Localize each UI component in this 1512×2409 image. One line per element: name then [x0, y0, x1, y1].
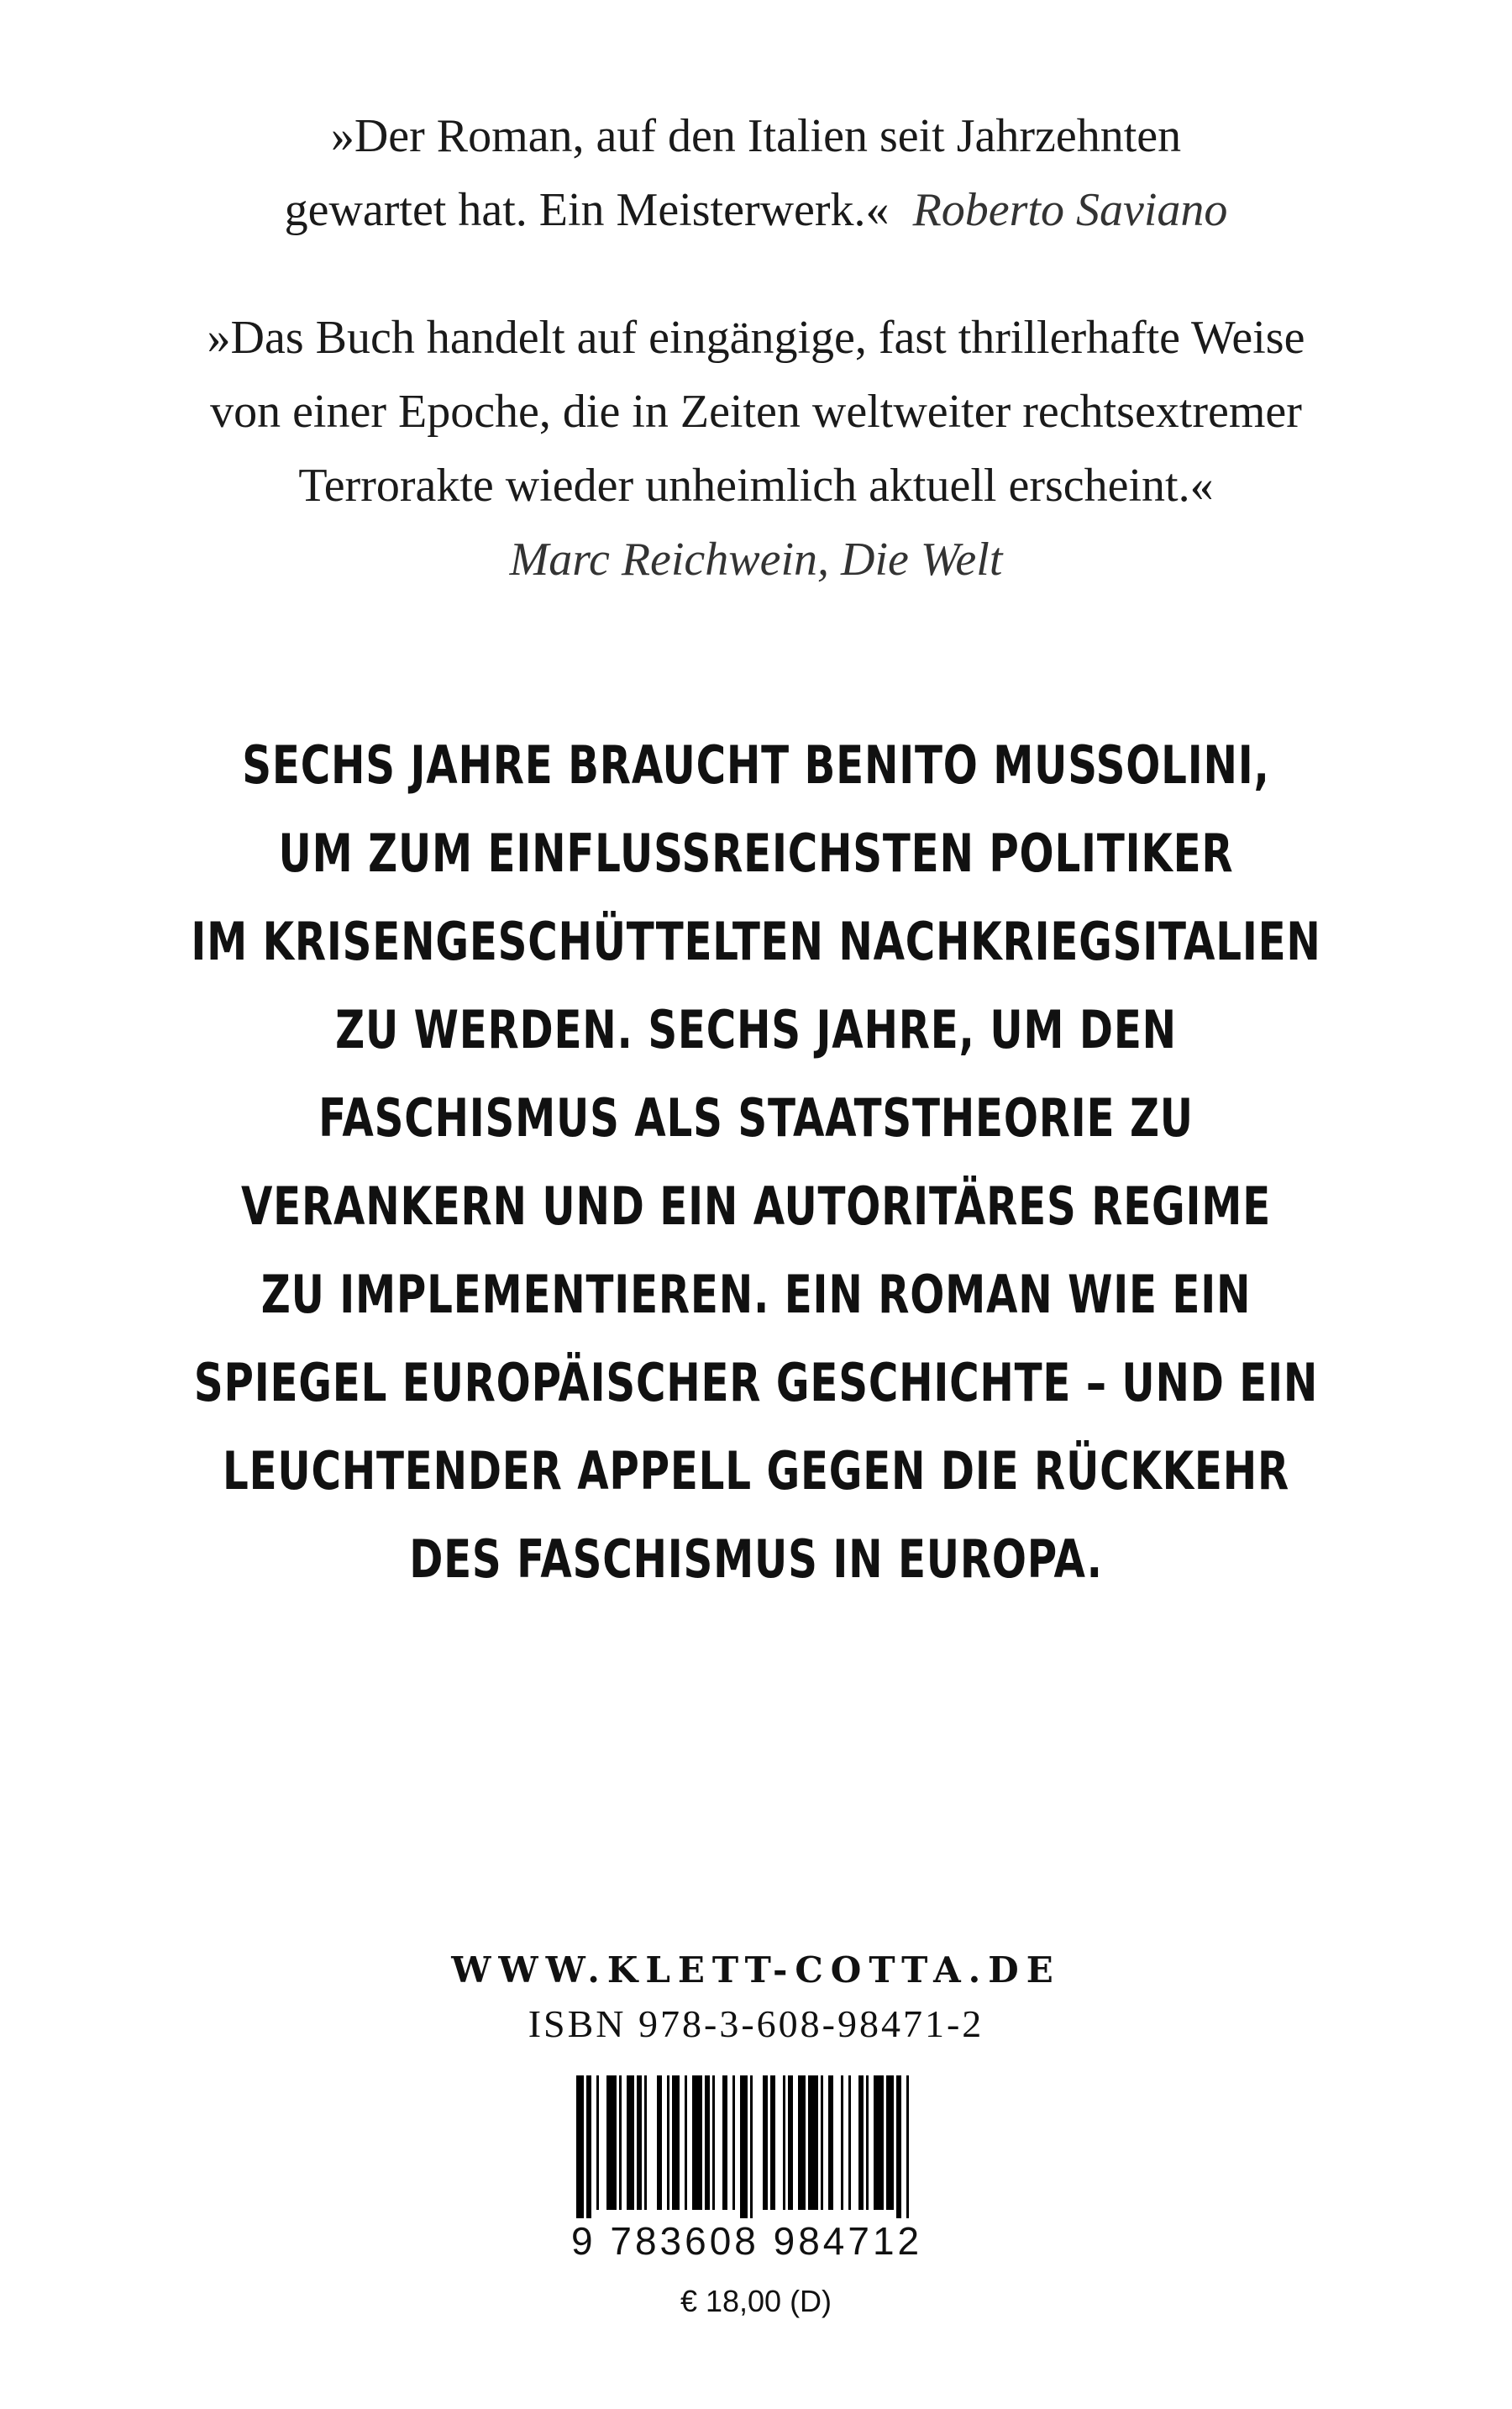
blurb-line: ZU IMPLEMENTIEREN. EIN ROMAN WIE EIN	[260, 1264, 1252, 1325]
barcode-bar	[657, 2075, 662, 2210]
quote-line: »Das Buch handelt auf eingängige, fast thrillerhafte Weise	[207, 312, 1305, 364]
barcode-bar	[586, 2075, 591, 2218]
quote-text: gewartet hat. Ein Meisterwerk.«	[284, 184, 890, 236]
barcode-bars	[571, 2075, 941, 2218]
quote-saviano	[0, 99, 1512, 247]
quote-attribution: Roberto Saviano	[912, 184, 1228, 236]
barcode-bar	[828, 2075, 833, 2210]
blurb-line: FASCHISMUS ALS STAATSTHEORIE ZU	[318, 1087, 1194, 1149]
blurb-line: SECHS JAHRE BRAUCHT BENITO MUSSOLINI,	[242, 734, 1270, 796]
barcode-bar	[866, 2075, 869, 2210]
blurb-line: VERANKERN UND EIN AUTORITÄRES REGIME	[240, 1176, 1272, 1237]
quote-line: Terrorakte wieder unheimlich aktuell erscheint.«	[298, 460, 1214, 512]
barcode-bar	[821, 2075, 823, 2210]
barcode-bar	[874, 2075, 884, 2210]
barcode	[571, 2075, 941, 2319]
quote-line: von einer Epoche, die in Zeiten weltweiter rechtsextremer	[210, 386, 1302, 438]
barcode-bar	[672, 2075, 680, 2210]
blurb-line: SPIEGEL EUROPÄISCHER GESCHICHTE – UND EIN	[193, 1352, 1319, 1413]
barcode-bar	[896, 2075, 901, 2218]
barcode-bar	[763, 2075, 768, 2210]
barcode-bar	[808, 2075, 818, 2210]
blurb-line: UM ZUM EINFLUSSREICHSTEN POLITIKER	[278, 823, 1234, 884]
barcode-bar	[596, 2075, 599, 2210]
barcode-bar	[705, 2075, 710, 2210]
barcode-bar	[685, 2075, 687, 2210]
barcode-bar	[667, 2075, 669, 2210]
price: € 18,00 (D)	[680, 2284, 832, 2318]
barcode-bar	[619, 2075, 622, 2210]
barcode-bar	[783, 2075, 785, 2210]
barcode-bar	[886, 2075, 894, 2210]
barcode-bar	[788, 2075, 793, 2210]
barcode-bar	[732, 2075, 735, 2210]
quote-attribution: Marc Reichwein, Die Welt	[509, 534, 1003, 586]
blurb-line: LEUCHTENDER APPELL GEGEN DIE RÜCKKEHR	[223, 1440, 1289, 1502]
barcode-bar	[722, 2075, 727, 2210]
quote-line: »Der Roman, auf den Italien seit Jahrzehnten	[330, 110, 1182, 162]
isbn-number: ISBN 978-3-608-98471-2	[528, 2002, 984, 2045]
blurb-line: ZU WERDEN. SECHS JAHRE, UM DEN	[335, 999, 1177, 1060]
barcode-bar	[740, 2075, 748, 2218]
barcode-bar	[798, 2075, 806, 2210]
quote-line	[0, 173, 1512, 247]
book-blurb	[166, 721, 1346, 1603]
barcode-bar	[750, 2075, 753, 2218]
blurb-line: DES FASCHISMUS IN EUROPA.	[409, 1528, 1103, 1590]
barcode-bar	[576, 2075, 584, 2218]
barcode-bar	[692, 2075, 702, 2210]
barcode-bar	[841, 2075, 843, 2210]
barcode-digits: 9 783608 984712	[571, 2219, 923, 2263]
barcode-bar	[858, 2075, 864, 2210]
barcode-bar	[770, 2075, 775, 2210]
blurb-line: IM KRISENGESCHÜTTELTEN NACHKRIEGSITALIEN	[191, 911, 1321, 972]
barcode-bar	[606, 2075, 617, 2210]
barcode-bar	[637, 2075, 642, 2210]
barcode-bar	[906, 2075, 909, 2218]
barcode-bar	[712, 2075, 715, 2210]
quote-welt	[0, 301, 1512, 597]
barcode-bar	[644, 2075, 647, 2210]
barcode-bar	[627, 2075, 634, 2210]
publisher-website[interactable]: WWW.KLETT-COTTA.DE	[451, 1949, 1061, 1991]
barcode-bar	[848, 2075, 851, 2210]
